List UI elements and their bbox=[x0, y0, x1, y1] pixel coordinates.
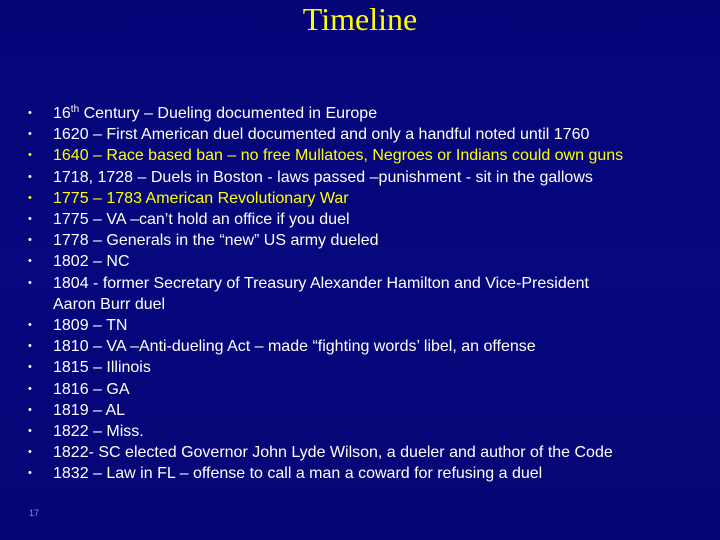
list-item-text: 1815 – Illinois bbox=[53, 359, 151, 377]
list-item-text: 1775 – 1783 American Revolutionary War bbox=[53, 189, 349, 207]
list-item bbox=[24, 421, 704, 442]
list-item bbox=[24, 379, 704, 400]
bullet-icon: • bbox=[28, 425, 32, 438]
bullet-icon: • bbox=[28, 255, 32, 268]
list-item-text bbox=[53, 273, 704, 315]
bullet-icon: • bbox=[28, 403, 32, 416]
slide-title: Timeline bbox=[302, 1, 418, 37]
bullet-icon: • bbox=[28, 149, 32, 162]
list-item bbox=[24, 124, 704, 145]
list-item-text: 1816 – GA bbox=[53, 380, 130, 398]
bullet-icon: • bbox=[28, 276, 32, 289]
list-item-text: 1822 – Miss. bbox=[53, 423, 144, 441]
bullet-icon: • bbox=[28, 191, 32, 204]
list-item bbox=[24, 230, 704, 251]
bullet-icon: • bbox=[28, 446, 32, 459]
list-item-text: 1809 – TN bbox=[53, 317, 128, 335]
list-item-text: 1802 – NC bbox=[53, 253, 130, 271]
bullet-icon: • bbox=[28, 382, 32, 395]
bullet-icon: • bbox=[28, 170, 32, 183]
list-item-text: 1810 – VA –Anti-dueling Act – made “fighting words’ libel, an offense bbox=[53, 338, 536, 356]
list-item bbox=[24, 251, 704, 272]
list-item-text: 1778 – Generals in the “new” US army dueled bbox=[53, 232, 379, 250]
bullet-icon: • bbox=[28, 361, 32, 374]
bullet-icon: • bbox=[28, 213, 32, 226]
page-number: 17 bbox=[29, 508, 40, 518]
list-item bbox=[24, 336, 704, 357]
timeline-list bbox=[24, 103, 704, 485]
list-item-line: Aaron Burr duel bbox=[53, 295, 166, 313]
list-item-text: 1775 – VA –can’t hold an office if you duel bbox=[53, 211, 350, 229]
list-item bbox=[24, 357, 704, 378]
list-item bbox=[24, 315, 704, 336]
bullet-icon: • bbox=[28, 319, 32, 332]
bullet-icon: • bbox=[28, 340, 32, 353]
bullet-icon: • bbox=[28, 234, 32, 247]
list-item-text: 1822- SC elected Governor John Lyde Wilson, a dueler and author of the Code bbox=[53, 444, 613, 462]
list-item bbox=[24, 103, 704, 124]
list-item bbox=[24, 209, 704, 230]
list-item bbox=[24, 188, 704, 209]
list-item bbox=[24, 463, 704, 484]
list-item-line: 1804 - former Secretary of Treasury Alexander Hamilton and Vice-President bbox=[53, 274, 589, 292]
list-item-text: 16th Century – Dueling documented in Europe bbox=[53, 104, 378, 122]
list-item-text: 1819 – AL bbox=[53, 401, 126, 419]
list-item bbox=[24, 145, 704, 166]
list-item bbox=[24, 400, 704, 421]
list-item bbox=[24, 273, 704, 315]
list-item-text: 1640 – Race based ban – no free Mullatoes, Negroes or Indians could own guns bbox=[53, 147, 624, 165]
list-item bbox=[24, 167, 704, 188]
list-item-text: 1718, 1728 – Duels in Boston - laws passed –punishment - sit in the gallows bbox=[53, 168, 593, 186]
bullet-icon: • bbox=[28, 107, 32, 119]
bullet-icon: • bbox=[28, 128, 32, 141]
list-item-text: 1620 – First American duel documented and only a handful noted until 1760 bbox=[53, 126, 590, 144]
list-item-text: 1832 – Law in FL – offense to call a man a coward for refusing a duel bbox=[53, 465, 543, 483]
list-item bbox=[24, 442, 704, 463]
bullet-icon: • bbox=[28, 467, 32, 480]
